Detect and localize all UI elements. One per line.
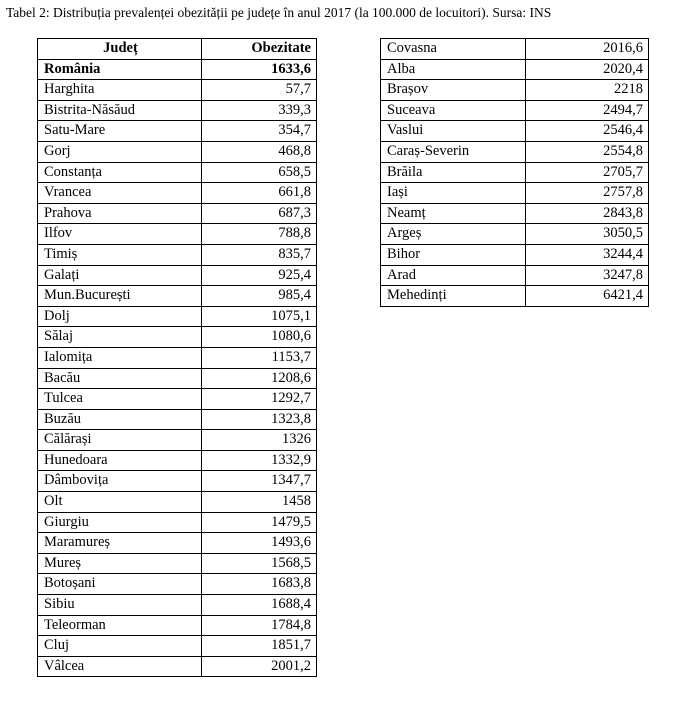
- county-name-cell: Vaslui: [381, 121, 526, 142]
- county-name-cell: Mun.București: [38, 286, 202, 307]
- obesity-value-cell: 3247,8: [526, 265, 649, 286]
- table-row: [38, 492, 317, 513]
- left-table-body: [38, 59, 317, 677]
- county-name-cell: Maramureș: [38, 533, 202, 554]
- obesity-value-cell: 1332,9: [202, 450, 317, 471]
- county-name-cell: Mureș: [38, 553, 202, 574]
- table-row: [38, 286, 317, 307]
- table-row: [38, 430, 317, 451]
- county-name-cell: Botoșani: [38, 574, 202, 595]
- obesity-value-cell: 925,4: [202, 265, 317, 286]
- obesity-value-cell: 2554,8: [526, 141, 649, 162]
- obesity-value-cell: 1493,6: [202, 533, 317, 554]
- table-row: [381, 183, 649, 204]
- county-name-cell: Argeș: [381, 224, 526, 245]
- table-row: [381, 100, 649, 121]
- table-row: [381, 244, 649, 265]
- obesity-value-cell: 835,7: [202, 244, 317, 265]
- county-name-cell: Bihor: [381, 244, 526, 265]
- county-name-cell: Arad: [381, 265, 526, 286]
- obesity-value-cell: 2705,7: [526, 162, 649, 183]
- county-name-cell: Călărași: [38, 430, 202, 451]
- table-row: [38, 533, 317, 554]
- county-name-cell: Harghita: [38, 80, 202, 101]
- table-row: [38, 347, 317, 368]
- obesity-value-cell: 339,3: [202, 100, 317, 121]
- county-name-cell: România: [38, 59, 202, 80]
- table-header-row: [38, 39, 317, 60]
- table-row: [38, 59, 317, 80]
- obesity-value-cell: 1326: [202, 430, 317, 451]
- table-row: [38, 80, 317, 101]
- table-row: [38, 141, 317, 162]
- table-row: [381, 224, 649, 245]
- county-name-cell: Satu-Mare: [38, 121, 202, 142]
- obesity-value-cell: 2546,4: [526, 121, 649, 142]
- obesity-value-cell: 6421,4: [526, 286, 649, 307]
- table-row: [38, 595, 317, 616]
- county-name-cell: Ilfov: [38, 224, 202, 245]
- header-obesity: Obezitate: [202, 39, 317, 60]
- table-row: [38, 162, 317, 183]
- obesity-value-cell: 1080,6: [202, 327, 317, 348]
- table-row: [38, 306, 317, 327]
- table-row: [38, 203, 317, 224]
- table-row: [38, 512, 317, 533]
- county-name-cell: Prahova: [38, 203, 202, 224]
- table-row: [381, 121, 649, 142]
- obesity-value-cell: 2020,4: [526, 59, 649, 80]
- obesity-value-cell: 985,4: [202, 286, 317, 307]
- county-name-cell: Alba: [381, 59, 526, 80]
- obesity-value-cell: 1688,4: [202, 595, 317, 616]
- county-name-cell: Hunedoara: [38, 450, 202, 471]
- county-name-cell: Iași: [381, 183, 526, 204]
- table-row: [381, 162, 649, 183]
- county-name-cell: Bacău: [38, 368, 202, 389]
- table-row: [38, 636, 317, 657]
- right-table-body: [381, 39, 649, 307]
- obesity-value-cell: 1323,8: [202, 409, 317, 430]
- obesity-value-cell: 658,5: [202, 162, 317, 183]
- county-name-cell: Bistrita-Năsăud: [38, 100, 202, 121]
- table-row: [38, 615, 317, 636]
- table-row: [38, 471, 317, 492]
- county-name-cell: Galați: [38, 265, 202, 286]
- obesity-value-cell: 2001,2: [202, 656, 317, 677]
- obesity-value-cell: 1292,7: [202, 389, 317, 410]
- obesity-value-cell: 1851,7: [202, 636, 317, 657]
- table-row: [381, 59, 649, 80]
- county-name-cell: Teleorman: [38, 615, 202, 636]
- county-name-cell: Vâlcea: [38, 656, 202, 677]
- county-name-cell: Cluj: [38, 636, 202, 657]
- obesity-value-cell: 1784,8: [202, 615, 317, 636]
- table-row: [38, 100, 317, 121]
- county-name-cell: Tulcea: [38, 389, 202, 410]
- obesity-value-cell: 1458: [202, 492, 317, 513]
- table-row: [381, 265, 649, 286]
- obesity-value-cell: 57,7: [202, 80, 317, 101]
- obesity-value-cell: 2757,8: [526, 183, 649, 204]
- obesity-value-cell: 1683,8: [202, 574, 317, 595]
- county-name-cell: Sălaj: [38, 327, 202, 348]
- table-row: [381, 203, 649, 224]
- table-row: [38, 553, 317, 574]
- county-name-cell: Olt: [38, 492, 202, 513]
- table-caption: Tabel 2: Distribuția prevalenței obezității pe județe în anul 2017 (la 100.000 de locuitori). Sursa: INS: [6, 5, 552, 20]
- obesity-value-cell: 468,8: [202, 141, 317, 162]
- table-row: [38, 656, 317, 677]
- county-name-cell: Constanța: [38, 162, 202, 183]
- county-name-cell: Neamț: [381, 203, 526, 224]
- obesity-value-cell: 1153,7: [202, 347, 317, 368]
- obesity-value-cell: 2218: [526, 80, 649, 101]
- county-name-cell: Dâmbovița: [38, 471, 202, 492]
- table-row: [38, 409, 317, 430]
- table-row: [38, 368, 317, 389]
- obesity-value-cell: 2494,7: [526, 100, 649, 121]
- county-name-cell: Giurgiu: [38, 512, 202, 533]
- table-row: [381, 80, 649, 101]
- county-name-cell: Suceava: [381, 100, 526, 121]
- obesity-value-cell: 687,3: [202, 203, 317, 224]
- county-name-cell: Sibiu: [38, 595, 202, 616]
- obesity-value-cell: 788,8: [202, 224, 317, 245]
- obesity-value-cell: 2843,8: [526, 203, 649, 224]
- county-name-cell: Timiș: [38, 244, 202, 265]
- county-name-cell: Ialomița: [38, 347, 202, 368]
- obesity-value-cell: 1208,6: [202, 368, 317, 389]
- obesity-value-cell: 1347,7: [202, 471, 317, 492]
- county-name-cell: Buzău: [38, 409, 202, 430]
- county-name-cell: Vrancea: [38, 183, 202, 204]
- obesity-value-cell: 1479,5: [202, 512, 317, 533]
- table-row: [38, 389, 317, 410]
- table-row: [381, 141, 649, 162]
- table-row: [38, 574, 317, 595]
- county-name-cell: Covasna: [381, 39, 526, 60]
- table-row: [381, 286, 649, 307]
- obesity-value-cell: 1075,1: [202, 306, 317, 327]
- obesity-table-left: [37, 38, 317, 677]
- county-name-cell: Brașov: [381, 80, 526, 101]
- obesity-table-right: [380, 38, 649, 307]
- table-row: [38, 183, 317, 204]
- obesity-value-cell: 2016,6: [526, 39, 649, 60]
- header-county: Județ: [38, 39, 202, 60]
- table-row: [38, 265, 317, 286]
- obesity-value-cell: 1633,6: [202, 59, 317, 80]
- table-row: [38, 121, 317, 142]
- county-name-cell: Brăila: [381, 162, 526, 183]
- table-row: [38, 244, 317, 265]
- obesity-value-cell: 661,8: [202, 183, 317, 204]
- obesity-value-cell: 354,7: [202, 121, 317, 142]
- county-name-cell: Gorj: [38, 141, 202, 162]
- county-name-cell: Dolj: [38, 306, 202, 327]
- obesity-value-cell: 3050,5: [526, 224, 649, 245]
- table-row: [38, 224, 317, 245]
- obesity-value-cell: 1568,5: [202, 553, 317, 574]
- table-row: [38, 450, 317, 471]
- table-row: [38, 327, 317, 348]
- obesity-value-cell: 3244,4: [526, 244, 649, 265]
- table-row: [381, 39, 649, 60]
- county-name-cell: Mehedinți: [381, 286, 526, 307]
- county-name-cell: Caraș-Severin: [381, 141, 526, 162]
